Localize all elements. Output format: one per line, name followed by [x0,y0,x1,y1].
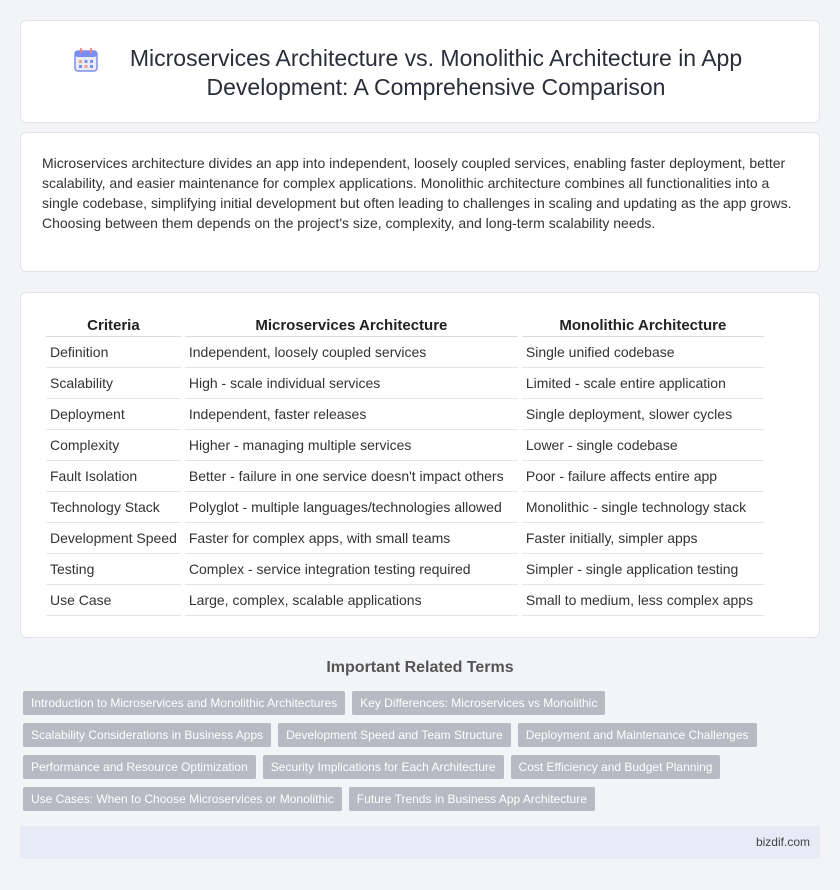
related-term-tag[interactable]: Scalability Considerations in Business Apps [23,723,271,747]
related-term-tag[interactable]: Deployment and Maintenance Challenges [518,723,757,747]
table-row [46,461,764,492]
header-card [20,20,820,123]
page-title: Microservices Architecture vs. Monolithic Architecture in App Development: A Comprehensive Comparison [129,44,743,100]
table-row [46,399,764,430]
microservices-cell: Higher - managing multiple services [185,430,518,461]
related-term-tag[interactable]: Use Cases: When to Choose Microservices or Monolithic [23,787,342,811]
table-row [46,368,764,399]
related-terms-title: Important Related Terms [326,659,514,676]
tag-row [23,787,823,811]
monolithic-cell: Faster initially, simpler apps [522,523,764,554]
tag-row [23,723,823,747]
monolithic-cell: Limited - scale entire application [522,368,764,399]
monolithic-cell: Single unified codebase [522,337,764,368]
table-row [46,554,764,585]
microservices-cell: Polyglot - multiple languages/technologies allowed [185,492,518,523]
criteria-cell: Use Case [46,585,181,616]
microservices-cell: Independent, loosely coupled services [185,337,518,368]
related-term-tag[interactable]: Development Speed and Team Structure [278,723,511,747]
monolithic-cell: Small to medium, less complex apps [522,585,764,616]
footer-bar [20,826,820,859]
column-header-microservices: Microservices Architecture [185,315,518,337]
monolithic-cell: Poor - failure affects entire app [522,461,764,492]
tag-row [23,755,823,779]
criteria-cell: Development Speed [46,523,181,554]
footer-site-link[interactable]: bizdif.com [755,835,810,849]
criteria-cell: Technology Stack [46,492,181,523]
table-row [46,585,764,616]
monolithic-cell: Lower - single codebase [522,430,764,461]
criteria-cell: Fault Isolation [46,461,181,492]
monolithic-cell: Single deployment, slower cycles [522,399,764,430]
criteria-cell: Definition [46,337,181,368]
intro-paragraph: Microservices architecture divides an app into independent, loosely coupled services, enabling faster deployment, better scalability, and easier maintenance for complex applications. Monolithic architecture combines all functionalities into a single codebase, simplifying initial development but often leading to challenges in scaling and updating as the app grows. Choosing between them depends on the project's size, complexity, and long-term scalability needs. [42,155,792,231]
table-row [46,523,764,554]
microservices-cell: Independent, faster releases [185,399,518,430]
comparison-card [20,292,820,638]
related-term-tag[interactable]: Security Implications for Each Architecture [263,755,504,779]
microservices-cell: Better - failure in one service doesn't impact others [185,461,518,492]
monolithic-cell: Simpler - single application testing [522,554,764,585]
microservices-cell: Faster for complex apps, with small teams [185,523,518,554]
column-header-criteria: Criteria [46,315,181,337]
table-row [46,430,764,461]
related-term-tag[interactable]: Future Trends in Business App Architecture [349,787,595,811]
comparison-table [42,315,768,616]
related-term-tag[interactable]: Performance and Resource Optimization [23,755,256,779]
criteria-cell: Testing [46,554,181,585]
microservices-cell: Complex - service integration testing required [185,554,518,585]
tag-row [23,691,823,715]
criteria-cell: Deployment [46,399,181,430]
microservices-cell: Large, complex, scalable applications [185,585,518,616]
microservices-cell: High - scale individual services [185,368,518,399]
table-header-row [46,315,764,337]
criteria-cell: Scalability [46,368,181,399]
monolithic-cell: Monolithic - single technology stack [522,492,764,523]
intro-card [20,132,820,272]
table-row [46,337,764,368]
related-terms-list [23,691,823,819]
column-header-monolithic: Monolithic Architecture [522,315,764,337]
related-term-tag[interactable]: Key Differences: Microservices vs Monolithic [352,691,605,715]
table-row [46,492,764,523]
related-term-tag[interactable]: Cost Efficiency and Budget Planning [511,755,721,779]
related-term-tag[interactable]: Introduction to Microservices and Monolithic Architectures [23,691,345,715]
criteria-cell: Complexity [46,430,181,461]
